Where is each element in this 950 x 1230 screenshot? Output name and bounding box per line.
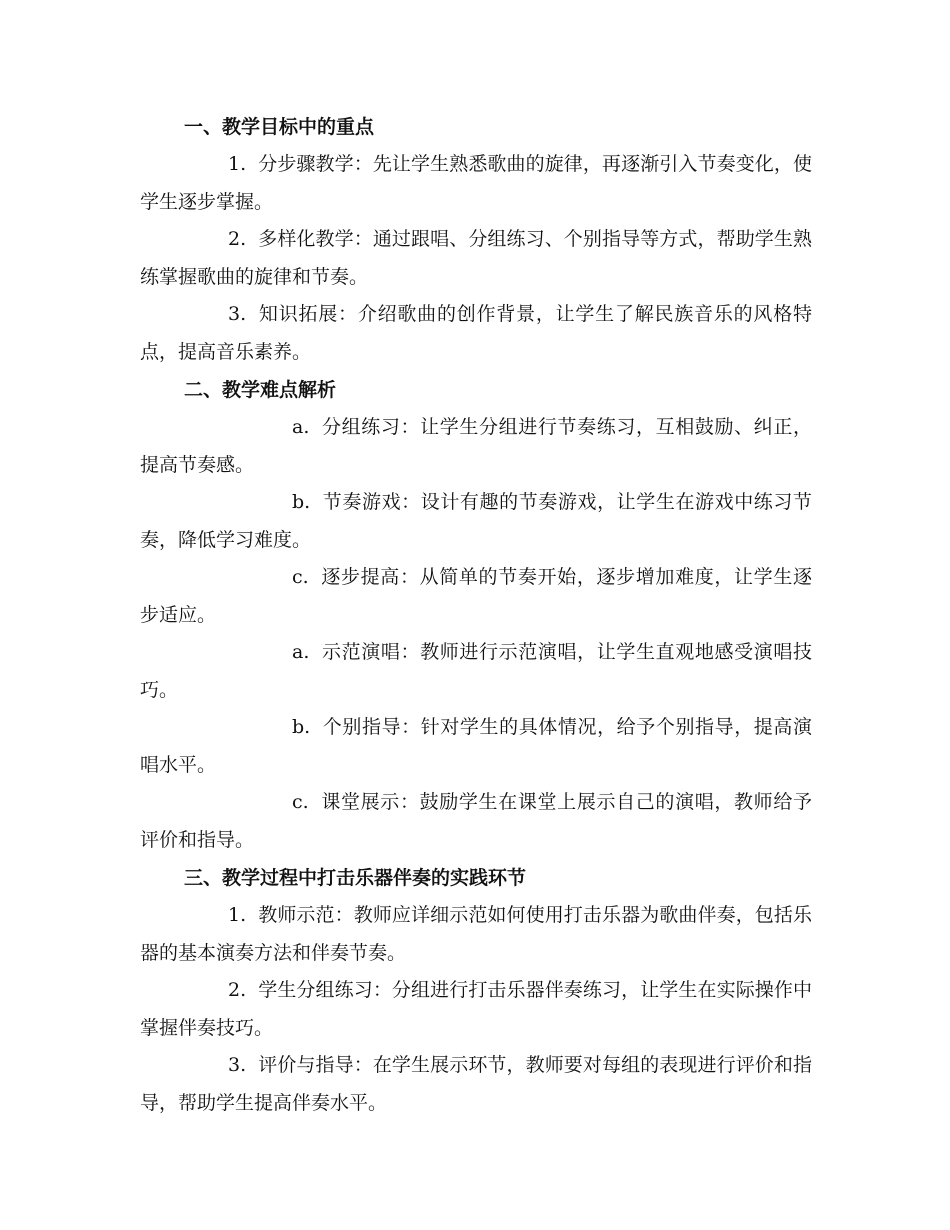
item-marker: 2.	[228, 228, 247, 250]
item-marker: c.	[292, 566, 309, 588]
list-item	[140, 296, 812, 371]
list-item	[140, 634, 812, 709]
item-marker: 1.	[228, 904, 247, 926]
item-marker: 3.	[228, 1054, 247, 1076]
item-text: 教师示范：教师应详细示范如何使用打击乐器为歌曲伴奏，包括乐器的基本演奏方法和伴奏节奏。	[140, 904, 812, 964]
list-item	[140, 559, 812, 634]
item-text: 分组练习：让学生分组进行节奏练习，互相鼓励、纠正，提高节奏感。	[140, 416, 812, 476]
item-text: 个别指导：针对学生的具体情况，给予个别指导，提高演唱水平。	[140, 716, 812, 776]
item-text: 学生分组练习：分组进行打击乐器伴奏练习，让学生在实际操作中掌握伴奏技巧。	[140, 979, 812, 1039]
item-text: 节奏游戏：设计有趣的节奏游戏，让学生在游戏中练习节奏，降低学习难度。	[140, 491, 812, 551]
list-item	[140, 1047, 812, 1122]
item-marker: 2.	[228, 979, 247, 1001]
item-text: 分步骤教学：先让学生熟悉歌曲的旋律，再逐渐引入节奏变化，使学生逐步掌握。	[140, 153, 812, 213]
item-marker: b.	[292, 491, 311, 513]
item-marker: b.	[292, 716, 311, 738]
list-item	[140, 709, 812, 784]
item-text: 示范演唱：教师进行示范演唱，让学生直观地感受演唱技巧。	[140, 641, 812, 701]
item-text: 知识拓展：介绍歌曲的创作背景，让学生了解民族音乐的风格特点，提高音乐素养。	[140, 303, 812, 363]
section-heading-3: 三、教学过程中打击乐器伴奏的实践环节	[184, 867, 527, 889]
list-item	[140, 221, 812, 296]
item-marker: 1.	[228, 153, 247, 175]
list-item	[140, 972, 812, 1047]
list-item	[140, 897, 812, 972]
item-text: 逐步提高：从简单的节奏开始，逐步增加难度，让学生逐步适应。	[140, 566, 812, 626]
item-marker: 3.	[228, 303, 247, 325]
list-item	[140, 784, 812, 859]
item-marker: a.	[292, 416, 310, 438]
document-body	[140, 108, 812, 1122]
section-heading-1: 一、教学目标中的重点	[184, 116, 375, 138]
list-item	[140, 484, 812, 559]
list-item	[140, 409, 812, 484]
item-text: 评价与指导：在学生展示环节，教师要对每组的表现进行评价和指导，帮助学生提高伴奏水平。	[140, 1054, 812, 1114]
list-item	[140, 146, 812, 221]
item-text: 多样化教学：通过跟唱、分组练习、个别指导等方式，帮助学生熟练掌握歌曲的旋律和节奏。	[140, 228, 812, 288]
item-marker: c.	[292, 791, 309, 813]
item-marker: a.	[292, 641, 310, 663]
section-heading-2: 二、教学难点解析	[184, 379, 337, 401]
item-text: 课堂展示：鼓励学生在课堂上展示自己的演唱，教师给予评价和指导。	[140, 791, 812, 851]
